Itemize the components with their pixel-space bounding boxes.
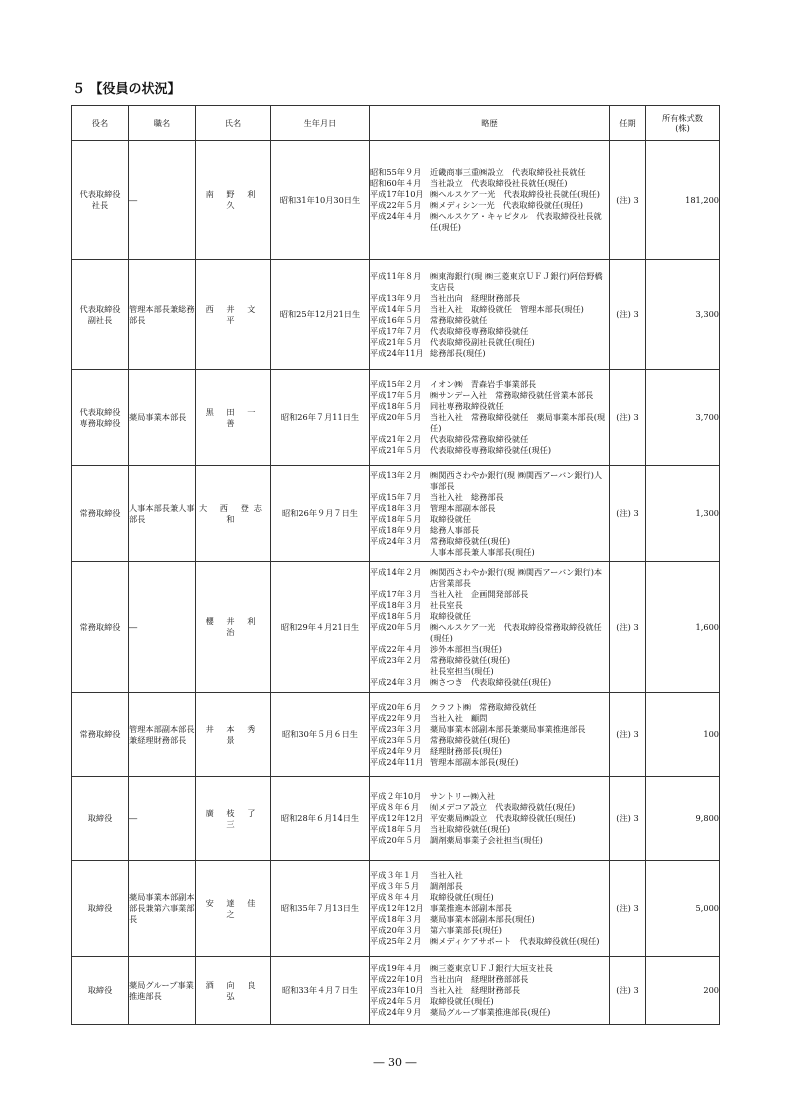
header-term: 任期 [610,106,646,141]
career-entry [370,622,609,644]
career-date: 平成14年２月 [370,566,422,577]
career-text: 常務取締役就任 [430,314,488,325]
officer-career [370,861,610,957]
career-text: 人事本部長兼人事部長(現任) [430,546,535,557]
career-text: 当社出向 経理財務部部長 [430,974,529,984]
career-text: ㈱三菱東京ＵＦＪ銀行大垣支社長 [430,963,553,973]
officer-title: 取締役 [72,861,129,957]
officer-term: (注) 3 [610,861,646,957]
officer-title: 常務取締役 [72,466,129,562]
officer-name: 櫻 井 利 治 [196,562,271,693]
officer-shares: 9,800 [646,777,720,861]
officer-title: 代表取締役 専務取締役 [72,370,129,466]
career-entry [370,536,609,547]
career-text: 第六事業部長(現任) [430,925,502,935]
career-text: 当社出向 経理財務部長 [430,292,521,303]
officer-term: (注) 3 [610,777,646,861]
career-text: ㈱メディケアサポート 代表取締役就任(現任) [430,936,600,946]
career-date: 平成16年５月 [370,314,422,325]
career-date: 昭和55年９月 [370,167,422,177]
career-text: 常務取締役就任(現任) [430,654,511,665]
career-entry [370,567,609,589]
officer-career [370,466,610,562]
officer-career [370,370,610,466]
career-date: 平成24年３月 [370,535,422,546]
career-entry [370,379,609,390]
career-entry [370,757,609,768]
career-text: 代表取締役常務取締役就任 [430,434,529,444]
career-date: 平成22年５月 [370,200,422,210]
career-text: ㈱メディシン一光 代表取締役就任(現任) [430,200,583,210]
career-text: ㈱関西さわやか銀行(現 ㈱関西アーバン銀行)本店営業部長 [430,566,603,588]
career-date: 平成19年４月 [370,963,422,973]
career-text: 社長室担当(現任) [430,665,494,676]
career-text: 経理財務部長(現任) [430,745,502,756]
career-text: 当社入社 [430,870,463,880]
table-row [72,693,720,777]
career-text: ㈱サンデー入社 常務取締役就任営業本部長 [430,390,594,400]
officer-name: 井 本 秀 景 [196,693,271,777]
career-date: 平成12年12月 [370,813,424,823]
career-date: 平成17年３月 [370,588,422,599]
career-date: 平成20年５月 [370,835,422,845]
officer-term: (注) 3 [610,370,646,466]
career-entry [370,713,609,724]
career-date: 平成23年２月 [370,654,422,665]
career-text: 管理本部副本部長 [430,502,496,513]
career-date: 平成20年３月 [370,925,422,935]
career-entry [370,813,609,824]
table-row [72,861,720,957]
career-entry [370,835,609,846]
career-entry [370,178,609,189]
officer-shares: 3,700 [646,370,720,466]
career-entry [370,445,609,456]
career-entry [370,824,609,835]
career-text: 当社入社 常務取締役就任 薬局事業本部長(現任) [430,412,606,433]
officer-name: 大 西 登志和 [196,466,271,562]
career-entry [370,724,609,735]
officer-shares: 200 [646,957,720,1025]
officer-shares: 1,600 [646,562,720,693]
officer-name: 廣 枝 了 三 [196,777,271,861]
career-text: 薬局グループ事業推進部長(現任) [430,1007,551,1017]
career-text: ㈱さつき 代表取締役就任(現任) [430,676,552,687]
career-entry [370,525,609,536]
officer-birth: 昭和25年12月21日生 [271,260,370,370]
career-entry [370,791,609,802]
career-text: 取締役就任 [430,610,471,621]
officer-post: 管理本部長兼総務部長 [129,260,196,370]
career-date: 平成18年５月 [370,401,422,411]
officer-birth: 昭和30年５月６日生 [271,693,370,777]
career-entry [370,881,609,892]
career-text: 常務取締役就任(現任) [430,734,511,745]
career-text: 総務人事部長 [430,524,480,535]
career-entry [370,903,609,914]
career-text: 平安薬局㈱設立 代表取締役就任(現任) [430,813,576,823]
career-entry [370,401,609,412]
career-entry [370,914,609,925]
officer-term: (注) 3 [610,957,646,1025]
header-name: 氏名 [196,106,271,141]
career-text: 管理本部副本部長(現任) [430,756,519,767]
header-birth: 生年月日 [271,106,370,141]
career-text: 常務取締役就任(現任) [430,535,511,546]
officer-title: 常務取締役 [72,693,129,777]
career-text: 当社入社 経理財務部長 [430,985,521,995]
career-entry [370,892,609,903]
career-text: 当社入社 企画開発部部長 [430,588,529,599]
table-row [72,562,720,693]
career-entry [370,304,609,315]
career-entry [370,315,609,326]
officer-name: 安 達 佳 之 [196,861,271,957]
officer-shares: 3,300 [646,260,720,370]
career-text: 近畿商事三重㈱設立 代表取締役社長就任 [430,167,586,177]
section-title: ５ 【役員の状況】 [72,82,181,97]
career-date: 平成８年６月 [370,802,420,812]
career-text: 代表取締役専務取締役就任(現任) [430,445,552,455]
career-date: 平成３年１月 [370,870,420,880]
officer-name: 西 井 文 平 [196,260,271,370]
career-text: 代表取締役副社長就任(現任) [430,336,535,347]
career-entry [370,936,609,947]
career-date: 平成25年２月 [370,936,422,946]
career-text: ㈱東海銀行(現 ㈱三菱東京ＵＦＪ銀行)阿倍野橋支店長 [430,270,603,292]
career-entry [370,870,609,881]
career-date: 平成12年12月 [370,903,424,913]
officer-shares: 5,000 [646,861,720,957]
officer-career [370,957,610,1025]
officer-rows [72,141,720,1025]
officer-term: (注) 3 [610,141,646,260]
career-text: イオン㈱ 青森岩手事業部長 [430,379,537,389]
officer-birth: 昭和29年４月21日生 [271,562,370,693]
officer-birth: 昭和35年７月13日生 [271,861,370,957]
header-title: 役名 [72,106,129,141]
career-entry [370,470,609,492]
career-date: 平成18年５月 [370,610,422,621]
officer-title: 代表取締役 社長 [72,141,129,260]
career-date: 平成20年５月 [370,621,422,632]
career-entry [370,503,609,514]
career-text: ㈱ヘルスケア一光 代表取締役社長就任(現任) [430,189,600,199]
officer-term: (注) 3 [610,260,646,370]
officer-post: 人事本部長兼人事部長 [129,466,196,562]
table-row [72,957,720,1025]
officers-table [71,105,720,1025]
table-row [72,466,720,562]
career-entry [370,189,609,200]
career-entry [370,735,609,746]
career-entry [370,492,609,503]
career-entry [370,666,609,677]
career-text: 取締役就任(現任) [430,892,494,902]
career-date: 平成８年４月 [370,892,420,902]
career-text: 当社入社 顧問 [430,712,488,723]
career-entry [370,644,609,655]
career-date: 平成３年５月 [370,881,420,891]
career-entry [370,746,609,757]
career-date: 平成24年３月 [370,676,422,687]
career-date: 平成17年５月 [370,390,422,400]
career-entry [370,974,609,985]
officer-career [370,693,610,777]
career-date: 平成13年２月 [370,469,422,480]
officer-birth: 昭和26年９月７日生 [271,466,370,562]
career-text: 調剤薬局事業子会社担当(現任) [430,835,543,845]
officer-post: 管理本部副本部長兼経理財務部長 [129,693,196,777]
career-date: 平成18年３月 [370,502,422,513]
career-date: 平成15年２月 [370,379,422,389]
career-date: 平成22年10月 [370,974,424,984]
table-row [72,260,720,370]
career-date: 平成24年11月 [370,756,424,767]
table-row [72,141,720,260]
officer-birth: 昭和31年10月30日生 [271,141,370,260]
officer-shares: 100 [646,693,720,777]
career-date: 平成20年５月 [370,412,422,422]
header-career: 略歴 [370,106,610,141]
career-text: 同社専務取締役就任 [430,401,504,411]
career-date: 平成24年４月 [370,211,422,221]
officer-career [370,777,610,861]
career-text: 取締役就任(現任) [430,996,494,1006]
career-date: 平成23年３月 [370,723,422,734]
career-text: 薬局事業本部副本部長兼薬局事業推進部長 [430,723,586,734]
career-date: 平成23年10月 [370,985,424,995]
career-date: 昭和60年４月 [370,178,422,188]
career-entry [370,412,609,434]
career-text: 代表取締役専務取締役就任 [430,325,529,336]
career-entry [370,600,609,611]
officer-post: 薬局事業本部副本部長兼第六事業部長 [129,861,196,957]
career-date: 平成18年５月 [370,824,422,834]
career-date: 平成18年５月 [370,513,422,524]
career-date: 平成21年２月 [370,434,422,444]
career-entry [370,985,609,996]
career-date [370,547,430,558]
career-date: 平成18年３月 [370,599,422,610]
career-date: 平成22年４月 [370,643,422,654]
officer-post: ― [129,141,196,260]
career-entry [370,925,609,936]
career-entry [370,702,609,713]
officer-career [370,141,610,260]
officer-post: 薬局グループ事業推進部長 [129,957,196,1025]
career-entry [370,271,609,293]
table-row [72,777,720,861]
career-date: 平成23年５月 [370,734,422,745]
officer-post: ― [129,562,196,693]
career-text: 取締役就任 [430,513,471,524]
career-entry [370,390,609,401]
career-entry [370,326,609,337]
career-date: 平成17年７月 [370,325,422,336]
header-post: 職名 [129,106,196,141]
officer-name: 黒 田 一 善 [196,370,271,466]
officer-term: (注) 3 [610,562,646,693]
career-entry [370,1007,609,1018]
career-entry [370,211,609,233]
career-text: 渉外本部担当(現任) [430,643,502,654]
career-date: 平成15年７月 [370,491,422,502]
career-entry [370,434,609,445]
officer-term: (注) 3 [610,466,646,562]
career-text: 調剤部長 [430,881,463,891]
career-date: 平成21年５月 [370,336,422,347]
officer-birth: 昭和28年６月14日生 [271,777,370,861]
table-row [72,370,720,466]
career-entry [370,655,609,666]
career-date: 平成22年９月 [370,712,422,723]
career-date: 平成24年９月 [370,745,422,756]
career-date: 平成17年10月 [370,189,424,199]
career-entry [370,996,609,1007]
career-date: 平成13年９月 [370,292,422,303]
career-text: ㈱ヘルスケア・キャピタル 代表取締役社長就任(現任) [430,211,602,232]
career-date: 平成２年10月 [370,791,422,801]
career-entry [370,348,609,359]
career-entry [370,963,609,974]
career-date: 平成18年３月 [370,914,422,924]
career-text: サントリー㈱入社 [430,791,496,801]
career-date: 平成21年５月 [370,445,422,455]
officer-title: 常務取締役 [72,562,129,693]
career-text: 当社入社 総務部長 [430,491,504,502]
career-date: 平成11年８月 [370,270,422,281]
career-entry [370,337,609,348]
career-entry [370,547,609,558]
career-text: ㈱関西さわやか銀行(現 ㈱関西アーバン銀行)人事部長 [430,469,603,491]
officer-birth: 昭和33年４月７日生 [271,957,370,1025]
career-text: ㈱ヘルスケア一光 代表取締役常務取締役就任(現任) [430,621,602,643]
officer-title: 取締役 [72,777,129,861]
officer-post: 薬局事業本部長 [129,370,196,466]
officer-shares: 181,200 [646,141,720,260]
career-text: 当社入社 取締役就任 管理本部長(現任) [430,303,584,314]
career-date [370,666,430,677]
officer-title: 取締役 [72,957,129,1025]
career-text: 当社取締役就任(現任) [430,824,511,834]
career-entry [370,293,609,304]
officer-career [370,260,610,370]
page-number: ― 30 ― [373,1056,417,1069]
officer-title: 代表取締役 副社長 [72,260,129,370]
career-text: 当社設立 代表取締役社長就任(現任) [430,178,568,188]
career-entry [370,589,609,600]
header-shares: 所有株式数 (株) [646,106,720,141]
career-date: 平成24年11月 [370,347,424,358]
officer-post: ― [129,777,196,861]
career-entry [370,802,609,813]
career-text: クラフト㈱ 常務取締役就任 [430,701,537,712]
career-entry [370,677,609,688]
career-text: 総務部長(現任) [430,347,486,358]
career-text: 社長室長 [430,599,463,610]
career-entry [370,611,609,622]
career-date: 平成24年９月 [370,1007,422,1017]
career-text: 薬局事業本部副本部長(現任) [430,914,535,924]
career-date: 平成18年９月 [370,524,422,535]
career-entry [370,514,609,525]
career-date: 平成20年６月 [370,701,422,712]
officer-name: 南 野 利 久 [196,141,271,260]
career-text: ㈲メデコア設立 代表取締役就任(現任) [430,802,576,812]
career-date: 平成14年５月 [370,303,422,314]
career-date: 平成24年５月 [370,996,422,1006]
career-entry [370,200,609,211]
officer-career [370,562,610,693]
career-entry [370,167,609,178]
officer-birth: 昭和26年７月11日生 [271,370,370,466]
officer-shares: 1,300 [646,466,720,562]
table-header-row [72,106,720,141]
officer-term: (注) 3 [610,693,646,777]
career-text: 事業推進本部副本部長 [430,903,512,913]
officer-name: 酒 向 良 弘 [196,957,271,1025]
